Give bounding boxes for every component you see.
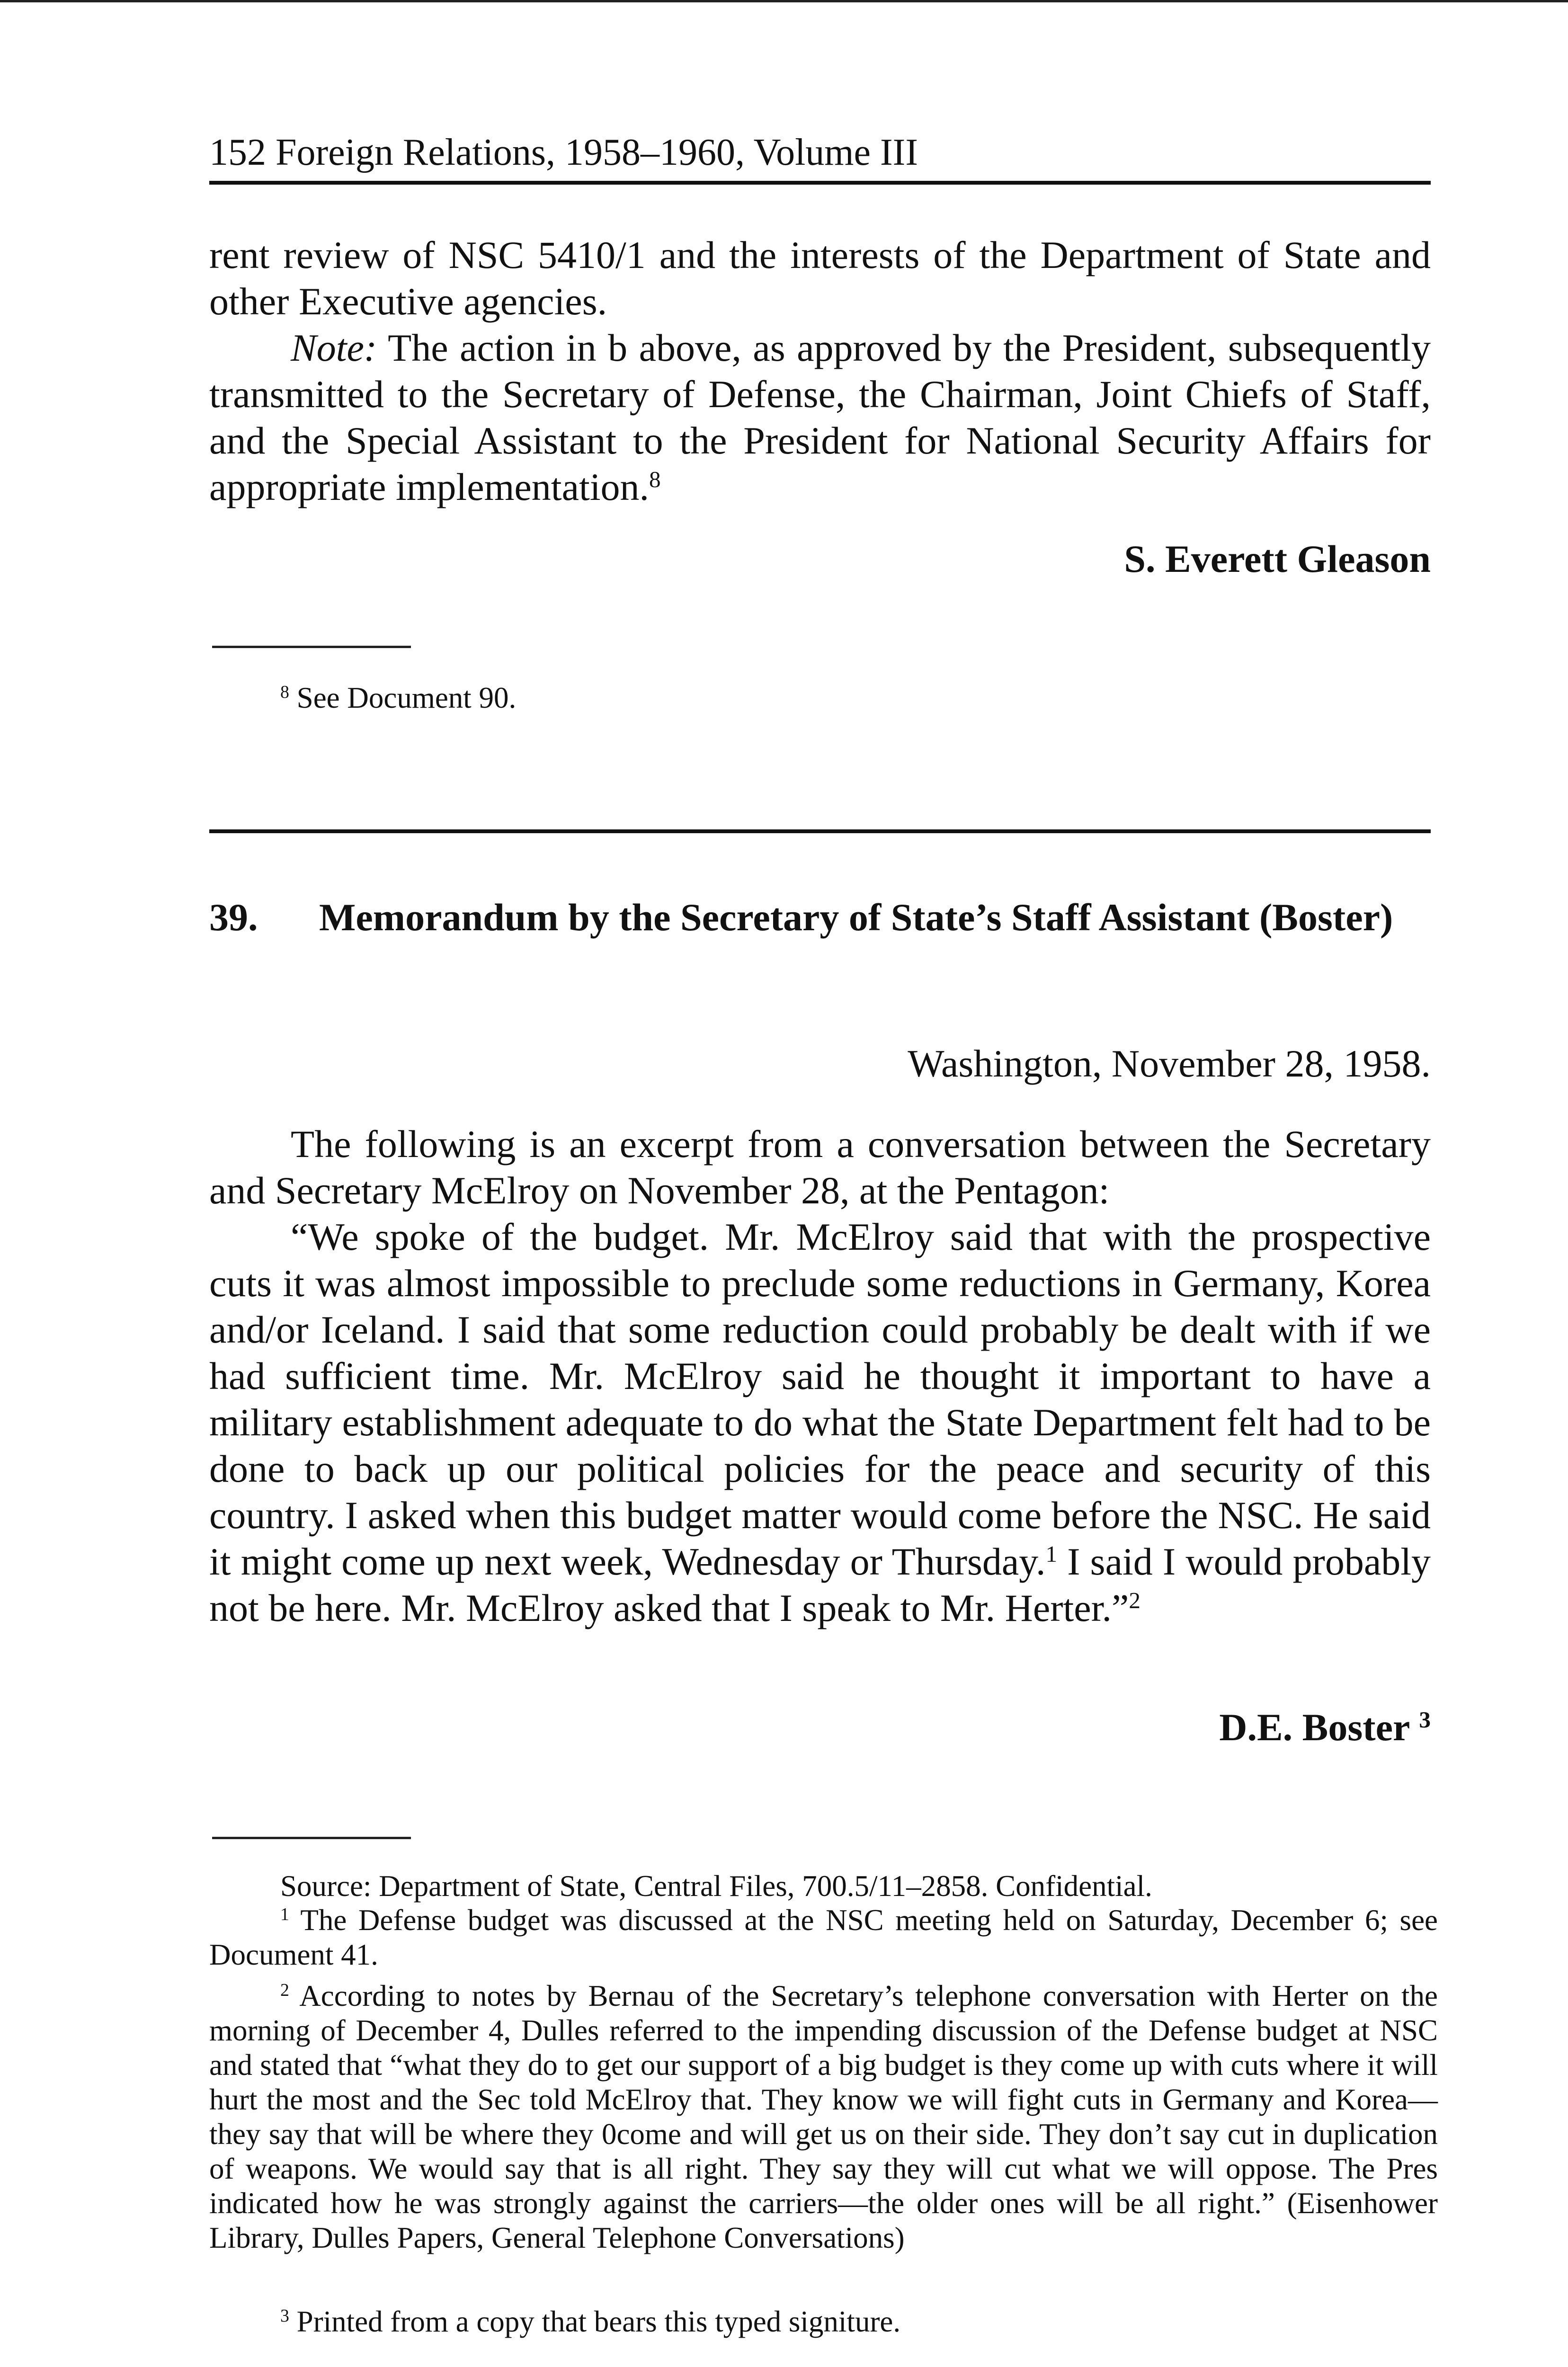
footnote-2-number: 2 — [280, 1980, 289, 2001]
footnote-1-number: 1 — [280, 1904, 289, 1925]
footnote-separator — [212, 646, 411, 648]
quote-text-part2: I said I would probably not be here. Mr. McElroy asked that I speak to Mr. Herter.” — [209, 1540, 1431, 1629]
signature-gleason: S. Everett Gleason — [1124, 537, 1431, 580]
footnote-8-number: 8 — [280, 682, 289, 703]
continuation-text: rent review of NSC 5410/1 and the interests of the Department of State and other Executive agencies. — [209, 233, 1431, 323]
note-label: Note: — [291, 326, 377, 369]
signature-boster-name: D.E. Boster — [1219, 1706, 1409, 1749]
footnote-8-text: See Document 90. — [289, 681, 517, 714]
page-top-edge-rule — [0, 0, 1568, 2]
footnote-source-text: Source: Department of State, Central Files, 700.5/11–2858. Confidential. — [280, 1869, 1152, 1903]
signature-boster — [1219, 1704, 1431, 1751]
footnote-ref-3: 3 — [1419, 1706, 1431, 1733]
header-rule — [209, 181, 1431, 185]
footnote-ref-1: 1 — [1045, 1540, 1058, 1567]
quote-paragraph — [209, 1214, 1431, 1631]
running-header-text: 152 Foreign Relations, 1958–1960, Volume III — [209, 132, 918, 173]
quote-text-part1: “We spoke of the budget. Mr. McElroy said that with the prospective cuts it was almost impossible to preclude some reductions in Germany, Korea and/or Iceland. I said that some reduction could probably be dealt with if we had sufficient time. Mr. McElroy said he thought it important to have a military establishment adequate to do what the State Department felt had to be done to back up our political policies for the peace and security of this country. I asked when this budget matter would come before the NSC. He said it might come up next week, Wednesday or Thursday. — [209, 1215, 1431, 1583]
footnote-1-text: The Defense budget was discussed at the NSC meeting held on Saturday, December 6; see Document 41. — [209, 1904, 1438, 1971]
footnote-1 — [209, 1903, 1438, 1972]
document-title: Memorandum by the Secretary of State’s Staff Assistant (Boster) — [319, 896, 1393, 939]
running-header — [209, 129, 1431, 176]
footnote-8 — [209, 681, 1438, 715]
footnote-source — [209, 1869, 1438, 1904]
document-number: 39. — [209, 896, 258, 939]
footnote-3 — [209, 2305, 1438, 2339]
note-text: The action in b above, as approved by the President, subsequently transmitted to the Secretary of Defense, the Chairman, Joint Chiefs of Staff, and the Special Assistant to the President for National Security Affairs for appropriate implementation. — [209, 326, 1431, 508]
note-paragraph — [209, 325, 1431, 510]
footnote-ref-2: 2 — [1129, 1587, 1140, 1613]
intro-paragraph — [209, 1121, 1431, 1214]
footnote-separator-2 — [212, 1837, 411, 1839]
footnote-ref-8: 8 — [649, 466, 661, 492]
footnote-2 — [209, 1979, 1438, 2255]
footnote-2-text: According to notes by Bernau of the Secretary’s telephone conversation with Herter on the morning of December 4, Dulles referred to the impending discussion of the Defense budget at NSC and stated that “what they do to get our support of a big budget is they come up with cuts where it will hurt the most and the Sec told McElroy that. They know we will fight cuts in Germany and Korea—they say that will be where they 0come and will get us on their side. They don’t say cut in duplication of weapons. We would say that is all right. They say they will cut what we will oppose. The Pres indicated how he was strongly against the carriers—the older ones will be all right.” (Eisenhower Library, Dulles Papers, General Telephone Conversations) — [209, 1979, 1438, 2254]
footnote-3-text: Printed from a copy that bears this typed signiture. — [289, 2305, 901, 2338]
dateline: Washington, November 28, 1958. — [908, 1042, 1431, 1085]
continuation-paragraph — [209, 232, 1431, 325]
section-divider-rule — [209, 829, 1431, 833]
intro-text: The following is an excerpt from a conversation between the Secretary and Secretary McElroy on November 28, at the Pentagon: — [209, 1122, 1431, 1212]
footnote-3-number: 3 — [280, 2306, 289, 2326]
